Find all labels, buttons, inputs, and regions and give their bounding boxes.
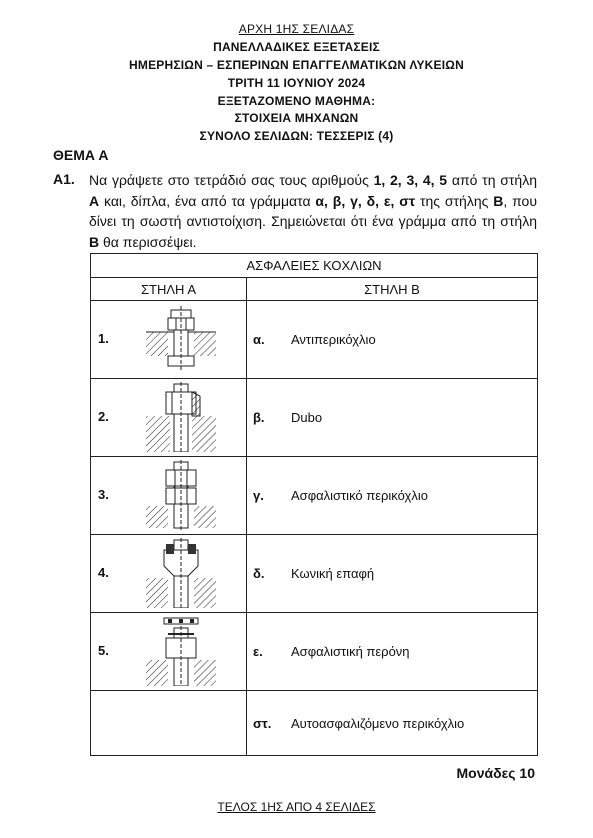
item-number: 5. (98, 643, 109, 658)
column-b-header: ΣΤΗΛΗ Β (247, 278, 538, 301)
page-start-marker: ΑΡΧΗ 1ΗΣ ΣΕΛΙΔΑΣ (238, 22, 355, 36)
subject-name: ΣΤΟΙΧΕΙΑ ΜΗΧΑΝΩΝ (234, 111, 359, 125)
option-letter: στ. (253, 715, 272, 731)
table-row (91, 613, 538, 691)
exam-subtitle: ΗΜΕΡΗΣΙΩΝ – ΕΣΠΕΡΙΝΩΝ ΕΠΑΓΓΕΛΜΑΤΙΚΩΝ ΛΥΚΕΙΩΝ (129, 58, 464, 72)
option-letter: α. (253, 332, 265, 347)
column-a-cell (91, 301, 247, 379)
option-text: Κωνική επαφή (291, 566, 375, 581)
option-text: Αυτοασφαλιζόμενο περικόχλιο (291, 715, 465, 731)
column-b-cell (247, 613, 538, 691)
table-row (91, 301, 538, 379)
marks: Μονάδες 10 (456, 765, 535, 781)
column-b-cell (247, 691, 538, 756)
item-number: 3. (98, 487, 109, 502)
column-a-header: ΣΤΗΛΗ Α (91, 278, 247, 301)
column-a-cell-empty (91, 691, 247, 756)
table-row (91, 535, 538, 613)
column-a-cell (91, 457, 247, 535)
table-row (91, 457, 538, 535)
question-number: Α1. (53, 171, 75, 187)
conical-nut-figure (146, 538, 216, 608)
item-number: 4. (98, 565, 109, 580)
table-title: ΑΣΦΑΛΕΙΕΣ ΚΟΧΛΙΩΝ (91, 254, 538, 278)
locking-washer-figure (146, 382, 216, 452)
item-number: 1. (98, 331, 109, 346)
matching-table (90, 253, 538, 756)
column-b-cell (247, 457, 538, 535)
option-letter: β. (253, 410, 265, 425)
option-letter: δ. (253, 566, 265, 581)
table-row (91, 379, 538, 457)
column-a-cell (91, 613, 247, 691)
question-text: Να γράψετε στο τετράδιό σας τους αριθμούς 1, 2, 3, 4, 5 από τη στήλη Α και, δίπλα, ένα από τα γράμματα α, β, γ, δ, ε, στ της στήλης Β, που δίνει τη σωστή αντιστοίχιση. Σημειώνεται ότι ένα γράμμα από τη στήλη Β θα περισσέψει. (89, 172, 537, 250)
subject-label: ΕΞΕΤΑΖΟΜΕΝΟ ΜΑΘΗΜΑ: (217, 94, 376, 108)
option-letter: γ. (253, 488, 264, 503)
section-title: ΘΕΜΑ Α (53, 147, 109, 163)
jam-nut-figure (146, 304, 216, 374)
split-pin-nut-figure (146, 616, 216, 686)
table-row (91, 691, 538, 756)
column-b-cell (247, 379, 538, 457)
exam-date: ΤΡΙΤΗ 11 ΙΟΥΝΙΟΥ 2024 (227, 76, 366, 90)
column-b-cell (247, 301, 538, 379)
option-text: Αντιπερικόχλιο (291, 332, 376, 347)
item-number: 2. (98, 409, 109, 424)
column-a-cell (91, 379, 247, 457)
page-count: ΣΥΝΟΛΟ ΣΕΛΙΔΩΝ: ΤΕΣΣΕΡΙΣ (4) (199, 129, 394, 143)
double-nut-figure (146, 460, 216, 530)
exam-title: ΠΑΝΕΛΛΑΔΙΚΕΣ ΕΞΕΤΑΣΕΙΣ (213, 40, 380, 54)
option-text: Dubo (291, 410, 323, 425)
column-b-cell (247, 535, 538, 613)
option-text: Ασφαλιστική περόνη (291, 644, 410, 659)
option-letter: ε. (253, 644, 263, 659)
column-a-cell (91, 535, 247, 613)
page-end-marker: ΤΕΛΟΣ 1ΗΣ ΑΠΟ 4 ΣΕΛΙΔΕΣ (217, 800, 376, 814)
option-text: Ασφαλιστικό περικόχλιο (291, 488, 428, 503)
